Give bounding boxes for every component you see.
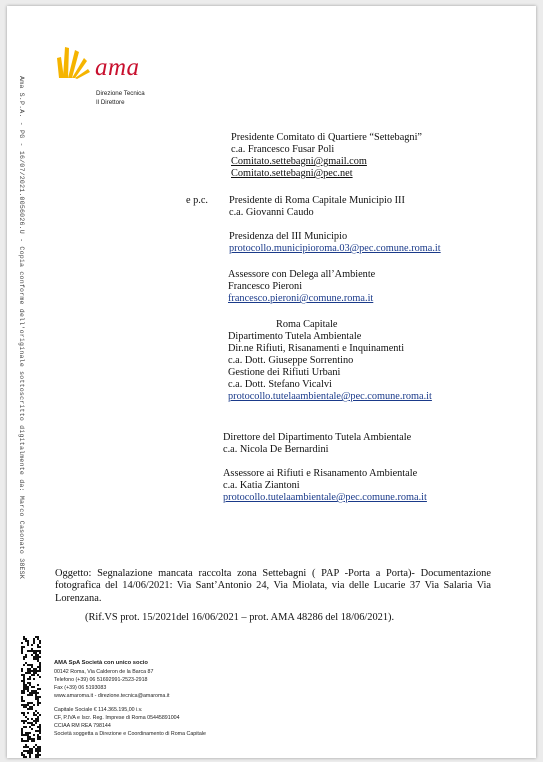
- recipient-1-title: Presidente Comitato di Quartiere “Settebagni”: [231, 132, 423, 143]
- recipient-5-org: Roma Capitale: [276, 319, 338, 330]
- recipient-1-email-1[interactable]: Comitato.settebagni@gmail.com: [231, 156, 367, 167]
- recipient-6-title: Direttore del Dipartimento Tutela Ambientale: [223, 432, 412, 443]
- ama-wordmark: ama: [95, 54, 140, 81]
- subject-reference: (Rif.VS prot. 15/2021del 16/06/2021 – prot. AMA 48286 del 18/06/2021).: [85, 612, 395, 623]
- recipient-7-email[interactable]: protocollo.tutelaambientale@pec.comune.roma.it: [223, 492, 427, 503]
- digital-signature-stamp: Ama S.P.A. - PG - 16/07/2021.0056026.U - Copia conforme dell'originale sottoscritto digitalmente da: Marco Casonato 38ESK: [18, 76, 25, 579]
- director-label: Il Direttore: [96, 99, 125, 106]
- recipient-2-title: Presidente di Roma Capitale Municipio III: [229, 195, 405, 206]
- footer-cciaa: CCIAA RM REA 798144: [54, 723, 111, 729]
- recipient-6-attention: c.a. Nicola De Bernardini: [223, 444, 329, 455]
- footer-fiscal: CF, P.IVA e Iscr. Reg. Imprese di Roma 05445891004: [54, 715, 180, 721]
- recipient-4-name: Francesco Pieroni: [228, 281, 303, 292]
- recipient-3-email[interactable]: protocollo.municipioroma.03@pec.comune.roma.it: [229, 243, 441, 254]
- footer-control: Società soggetta a Direzione e Coordinamento di Roma Capitale: [54, 731, 206, 737]
- recipient-4-email[interactable]: francesco.pieroni@comune.roma.it: [228, 293, 374, 304]
- recipient-2-attention: c.a. Giovanni Caudo: [229, 207, 314, 218]
- footer-address: 00142 Roma, Via Calderon de la Barca 87: [54, 669, 154, 675]
- document-page: [7, 6, 536, 758]
- recipient-3-title: Presidenza del III Municipio: [229, 231, 348, 242]
- department-label: Direzione Tecnica: [96, 90, 145, 97]
- recipient-5-attention-2: c.a. Dott. Stefano Vicalvi: [228, 379, 332, 390]
- footer-capital: Capitale Sociale € 114.365.195,00 i.v.: [54, 707, 143, 713]
- recipient-5-attention-1: c.a. Dott. Giuseppe Sorrentino: [228, 355, 354, 366]
- ama-sun-logo-icon: [55, 44, 91, 80]
- recipient-1-email-2[interactable]: Comitato.settebagni@pec.net: [231, 168, 353, 179]
- footer-web[interactable]: www.amaroma.it - direzione.tecnica@amaroma.it: [54, 693, 170, 699]
- cc-label: e p.c.: [186, 195, 209, 206]
- subject-paragraph: Oggetto: Segnalazione mancata raccolta zona Settebagni ( PAP -Porta a Porta)- Documentazione fotografica del 14/06/2021: Via Sant’Antonio 24, Via Miolata, via delle Lucarie 37 Via Salaria Via Lorenzana.: [55, 568, 491, 604]
- footer-phone: Telefono (+39) 06 51692991-2523-2918: [54, 677, 148, 683]
- footer-fax: Fax (+39) 06 5193083: [54, 685, 107, 691]
- recipient-1-attention: c.a. Francesco Fusar Poli: [231, 144, 335, 155]
- footer-company: AMA SpA Società con unico socio: [54, 660, 148, 666]
- recipient-7-attention: c.a. Katia Ziantoni: [223, 480, 300, 491]
- recipient-5-email[interactable]: protocollo.tutelaambientale@pec.comune.roma.it: [228, 391, 432, 402]
- recipient-4-title: Assessore con Delega all’Ambiente: [228, 269, 376, 280]
- recipient-5-division: Dir.ne Rifiuti, Risanamenti e Inquinamenti: [228, 343, 405, 354]
- recipient-5-dept: Dipartimento Tutela Ambientale: [228, 331, 362, 342]
- qr-code-icon: [21, 636, 41, 758]
- recipient-5-unit: Gestione dei Rifiuti Urbani: [228, 367, 341, 378]
- recipient-7-title: Assessore ai Rifiuti e Risanamento Ambientale: [223, 468, 418, 479]
